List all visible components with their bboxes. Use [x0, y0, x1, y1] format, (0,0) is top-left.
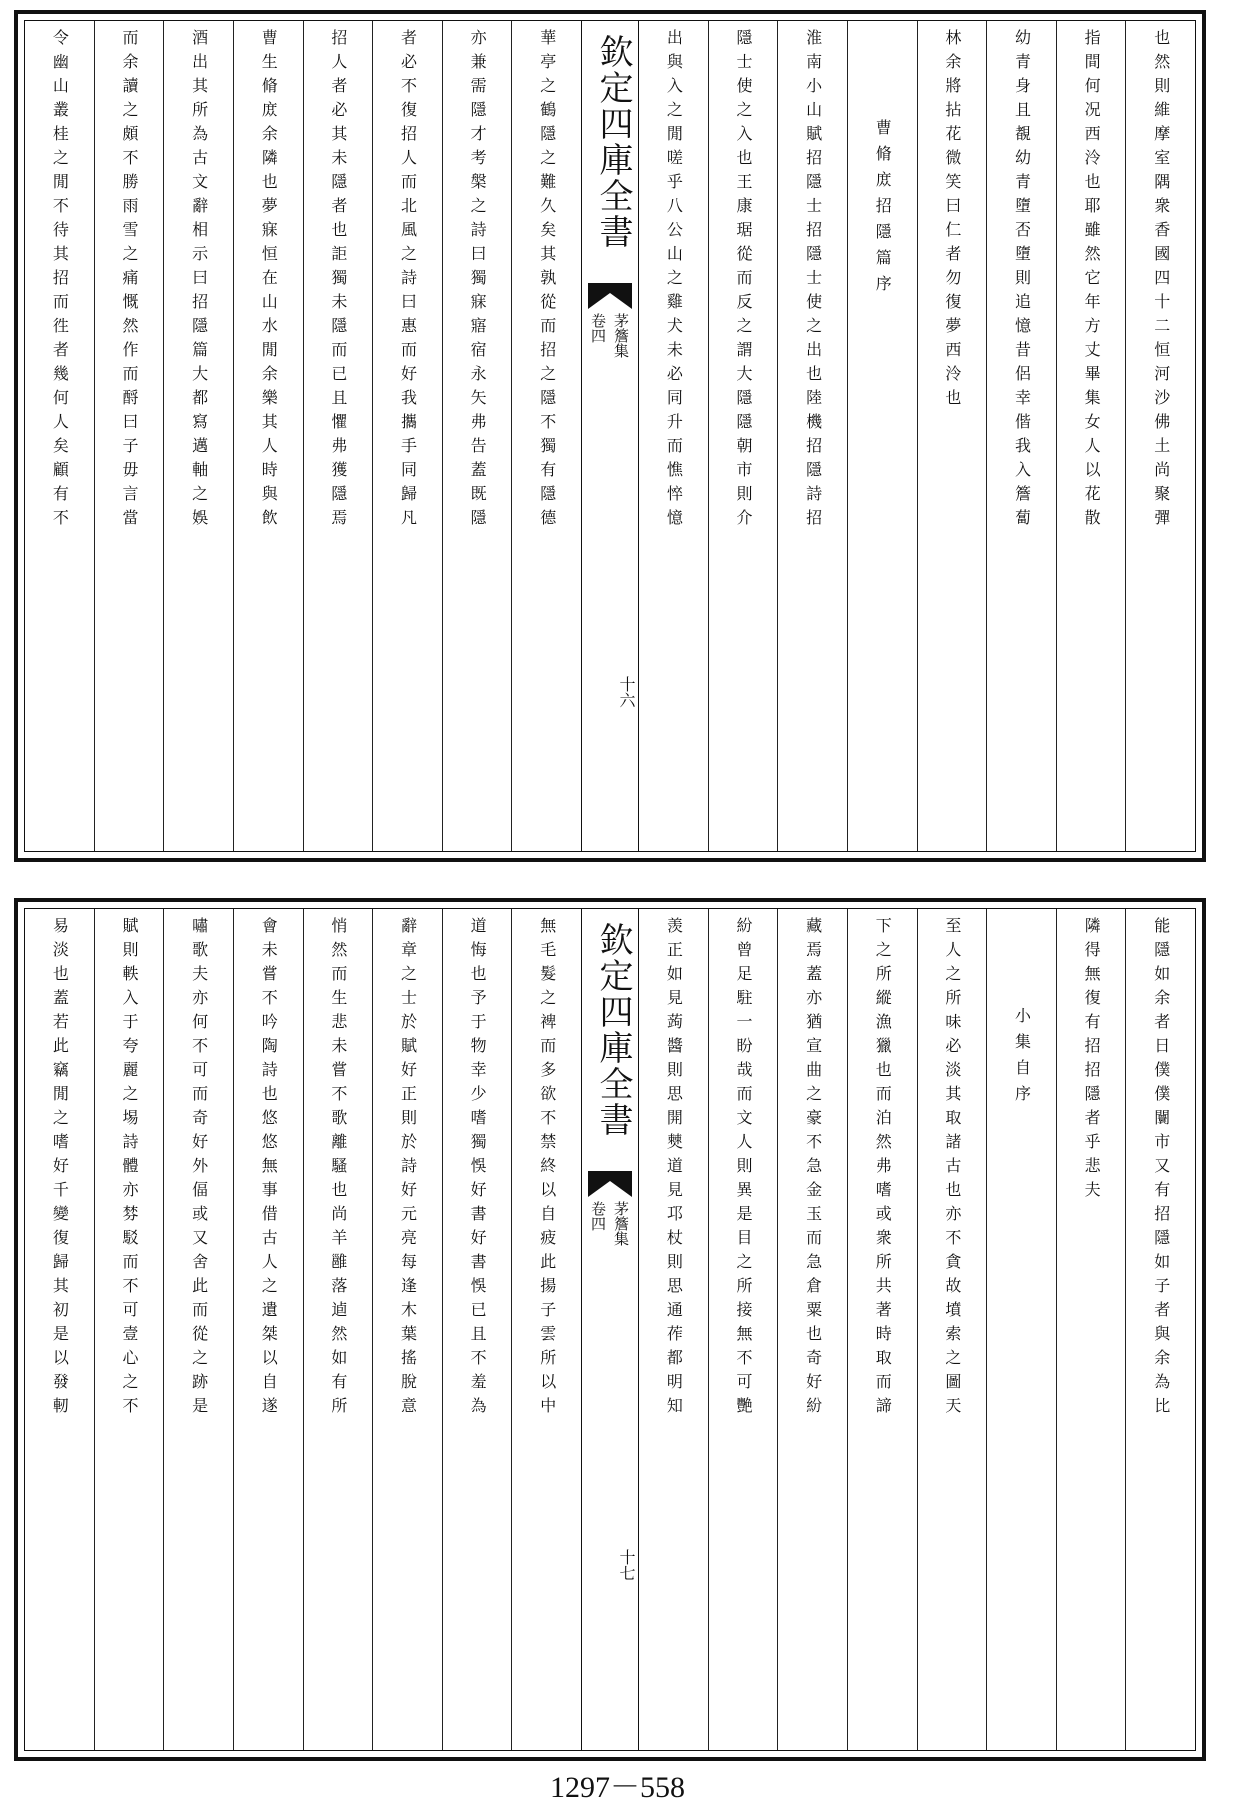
column-text: 會未嘗不吟陶詩也悠悠無事借古人之遺桀以自遂 — [259, 917, 279, 1421]
text-column — [25, 21, 94, 851]
page-panel-bottom — [14, 898, 1206, 1761]
column-text: 羡正如見蒟醬則思開僰道見邛杖則思通莋都明知 — [664, 917, 684, 1421]
text-columns — [24, 20, 1196, 852]
text-column — [372, 909, 442, 1750]
column-text: 林余將拈花微笑曰仁者勿復夢西泠也 — [942, 29, 962, 413]
center-margin — [581, 21, 639, 851]
center-margin — [581, 909, 639, 1750]
text-column — [917, 21, 987, 851]
column-text: 隱士使之入也王康琚從而反之謂大隱隱朝市則介 — [733, 29, 753, 533]
column-text: 悄然而生悲未嘗不歌離騷也尚羊雝落逌然如有所 — [328, 917, 348, 1421]
text-column — [442, 909, 512, 1750]
chapter-label — [582, 1201, 638, 1341]
text-column — [372, 21, 442, 851]
text-column — [986, 21, 1056, 851]
column-text: 而余讀之頗不勝雨雪之痛慨然作而酹曰子毋言當 — [119, 29, 139, 533]
text-column — [708, 21, 778, 851]
column-text: 隣得無復有招招隱者乎悲夫 — [1082, 917, 1102, 1205]
column-text: 易淡也蓋若此竊閒之嗜好千變復歸其初是以發軔 — [50, 917, 70, 1421]
text-column — [442, 21, 512, 851]
page-footer-code: 1297－558 — [550, 1771, 685, 1804]
text-column — [511, 909, 581, 1750]
column-text: 者必不復招人而北風之詩曰惠而好我攜手同歸凡 — [398, 29, 418, 533]
section-heading-column — [847, 21, 917, 851]
column-text: 令幽山叢桂之閒不待其招而徃者幾何人矣顧有不 — [50, 29, 70, 533]
column-text: 淮南小山賦招隱士招隱士使之出也陸機招隱詩招 — [803, 29, 823, 533]
text-column — [1056, 21, 1126, 851]
text-column — [777, 21, 847, 851]
text-column — [25, 909, 94, 1750]
column-text: 紛曾足駐一盼哉而文人則異是目之所接無不可艷 — [733, 917, 753, 1421]
text-column — [1125, 21, 1195, 851]
page-number: 十七 — [617, 1549, 636, 1581]
column-text: 幼青身且覩幼青墮否墮則追憶昔侶幸偕我入簷蔔 — [1012, 29, 1032, 533]
column-text: 藏焉蓋亦猶宣曲之豪不急金玉而急倉粟也奇好紛 — [803, 917, 823, 1421]
chapter-label — [582, 313, 638, 453]
book-title: 欽定四庫全書 — [593, 34, 633, 250]
text-column — [163, 21, 233, 851]
column-text: 華亭之鶴隱之難久矣其孰從而招之隱不獨有隱德 — [537, 29, 557, 533]
text-column — [511, 21, 581, 851]
page-number: 十六 — [617, 676, 636, 708]
fish-tail-ornament-icon — [588, 283, 632, 309]
text-column — [1056, 909, 1126, 1750]
text-columns — [24, 908, 1196, 1751]
book-title: 欽定四庫全書 — [593, 922, 633, 1138]
text-column — [163, 909, 233, 1750]
column-text: 能隱如余者日僕僕闤市又有招隱如子者與余為比 — [1151, 917, 1171, 1421]
text-column — [94, 909, 164, 1750]
section-heading: 曹脩庻招隱篇序 — [873, 119, 893, 301]
fish-tail-ornament-icon — [588, 1171, 632, 1197]
collection-name: 茅簷集 — [612, 313, 630, 358]
text-column — [303, 21, 373, 851]
text-column — [847, 909, 917, 1750]
column-text: 也然則維摩室隅衆香國四十二恒河沙佛土尚聚彈 — [1151, 29, 1171, 533]
text-column — [708, 909, 778, 1750]
column-text: 出與入之閒嗟乎八公山之雞犬未必同升而憔悴憶 — [664, 29, 684, 533]
page-panel-top — [14, 10, 1206, 862]
section-heading-column — [986, 909, 1056, 1750]
column-text: 辭章之士於賦好正則於詩好元亮每逢木葉搖脫意 — [398, 917, 418, 1421]
column-text: 指間何况西泠也耶雖然它年方丈畢集女人以花散 — [1082, 29, 1102, 533]
column-text: 至人之所味必淡其取諸古也亦不貪故墳索之圖天 — [942, 917, 962, 1421]
text-column — [233, 21, 303, 851]
column-text: 嘯歌夫亦何不可而奇好外偪或又舍此而從之跡是 — [189, 917, 209, 1421]
column-text: 亦兼需隱才考槃之詩曰獨寐寤宿永矢弗告蓋既隱 — [468, 29, 488, 533]
column-text: 賦則軼入于夸麗之埸詩體亦棼駁而不可壹心之不 — [119, 917, 139, 1421]
text-column — [94, 21, 164, 851]
volume-name: 卷四 — [589, 313, 607, 343]
column-text: 無毛髮之裨而多欲不禁終以自疲此揚子雲所以中 — [537, 917, 557, 1421]
column-text: 曹生脩庻余隣也夢寐恒在山水閒余樂其人時與飲 — [259, 29, 279, 533]
text-column — [233, 909, 303, 1750]
column-text: 下之所縱漁獵也而泊然弗嗜或衆所共著時取而諦 — [873, 917, 893, 1421]
collection-name: 茅簷集 — [612, 1201, 630, 1246]
column-text: 道悔也予于物幸少嗜獨悞好書好書悞已且不羞為 — [468, 917, 488, 1421]
column-text: 招人者必其未隱者也詎獨未隱而已且懼弗獲隱焉 — [328, 29, 348, 533]
section-heading: 小集自序 — [1012, 1007, 1032, 1111]
text-column — [1125, 909, 1195, 1750]
volume-name: 卷四 — [589, 1201, 607, 1231]
column-text: 酒出其所為古文辭相示曰招隱篇大都寫邁軸之娛 — [189, 29, 209, 533]
text-column — [303, 909, 373, 1750]
text-column — [777, 909, 847, 1750]
text-column — [639, 21, 708, 851]
text-column — [917, 909, 987, 1750]
text-column — [639, 909, 708, 1750]
